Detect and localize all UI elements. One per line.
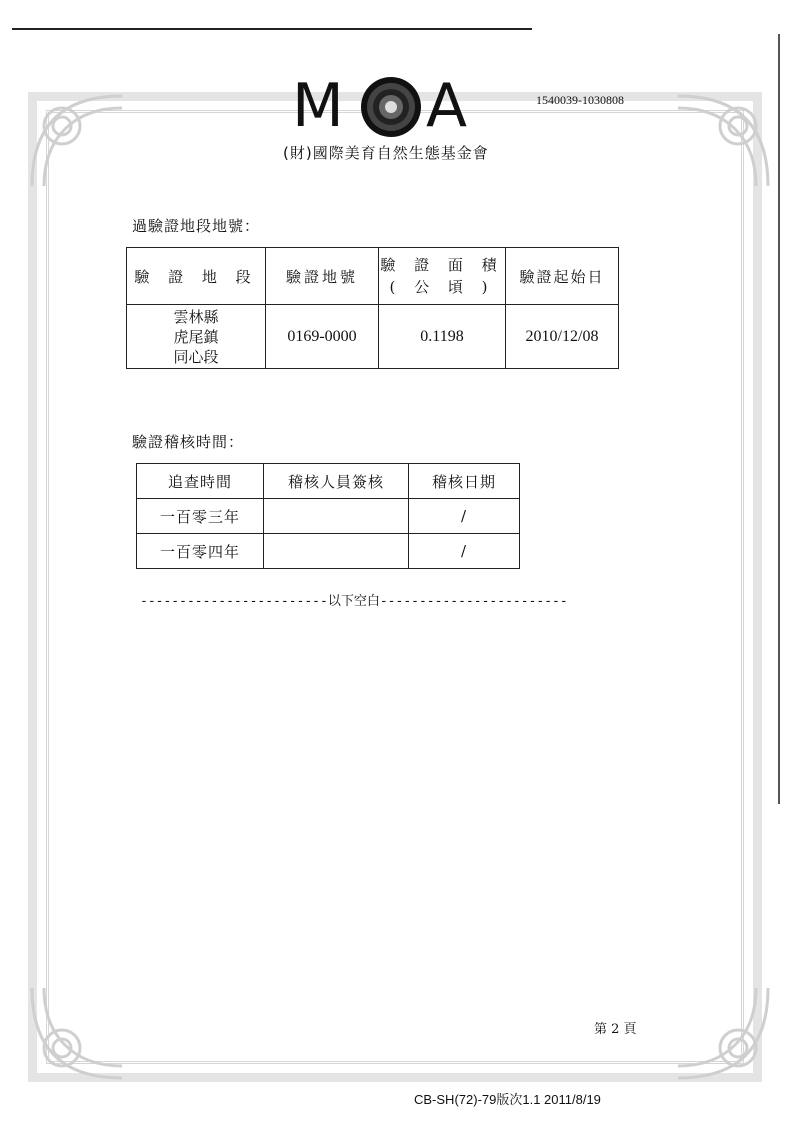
logo-letter-a: A	[426, 71, 468, 141]
organization-name: (財)國際美育自然生態基金會	[283, 144, 489, 162]
logo-letter-m: M	[292, 71, 344, 141]
scan-edge-line	[12, 28, 532, 30]
audit-schedule-title: 驗證稽核時間：	[132, 433, 245, 451]
cell-tracking-time: 一百零三年	[137, 499, 264, 534]
form-code: CB-SH(72)-79版次1.1 2011/8/19	[414, 1092, 601, 1107]
audit-schedule-table	[136, 463, 520, 569]
page-number: 第 2 頁	[594, 1022, 637, 1037]
header-tracking-time: 追查時間	[137, 464, 264, 499]
header-auditor-signature: 稽核人員簽核	[264, 464, 409, 499]
verified-land-table	[126, 247, 619, 369]
table-header-row	[137, 464, 520, 499]
corner-ornament-top-right	[668, 86, 778, 196]
logo-sphere-icon	[358, 76, 424, 138]
header-area	[379, 248, 506, 305]
header-area-unit: ( 公 頃 )	[389, 278, 495, 296]
corner-ornament-bottom-left	[22, 978, 132, 1088]
cell-audit-date: /	[409, 534, 520, 569]
table-row	[127, 305, 619, 369]
cell-auditor-signature	[264, 534, 409, 569]
header-land-number: 驗證地號	[266, 248, 379, 305]
certificate-number: 1540039-1030808	[536, 93, 624, 107]
cell-auditor-signature	[264, 499, 409, 534]
cell-tracking-time: 一百零四年	[137, 534, 264, 569]
corner-ornament-top-left	[22, 86, 132, 196]
table-row	[137, 534, 520, 569]
verified-land-title: 過驗證地段地號：	[132, 217, 261, 235]
cell-audit-date: /	[409, 499, 520, 534]
cell-start-date: 2010/12/08	[506, 305, 619, 369]
header-area-label: 驗 證 面 積	[380, 256, 504, 274]
land-section: 同心段	[173, 347, 219, 366]
header-land-section: 驗 證 地 段	[127, 248, 266, 305]
cell-land-number: 0169-0000	[266, 305, 379, 369]
scan-edge-line	[778, 34, 780, 804]
moa-logo	[292, 72, 492, 142]
land-township: 虎尾鎮	[173, 327, 219, 346]
blank-below-marker: ------------------------以下空白------------------------	[140, 594, 568, 609]
corner-ornament-bottom-right	[668, 978, 778, 1088]
header-start-date: 驗證起始日	[506, 248, 619, 305]
land-county: 雲林縣	[173, 307, 219, 326]
header-audit-date: 稽核日期	[409, 464, 520, 499]
table-header-row	[127, 248, 619, 305]
cell-area: 0.1198	[379, 305, 506, 369]
cell-land-section	[127, 305, 266, 369]
table-row	[137, 499, 520, 534]
